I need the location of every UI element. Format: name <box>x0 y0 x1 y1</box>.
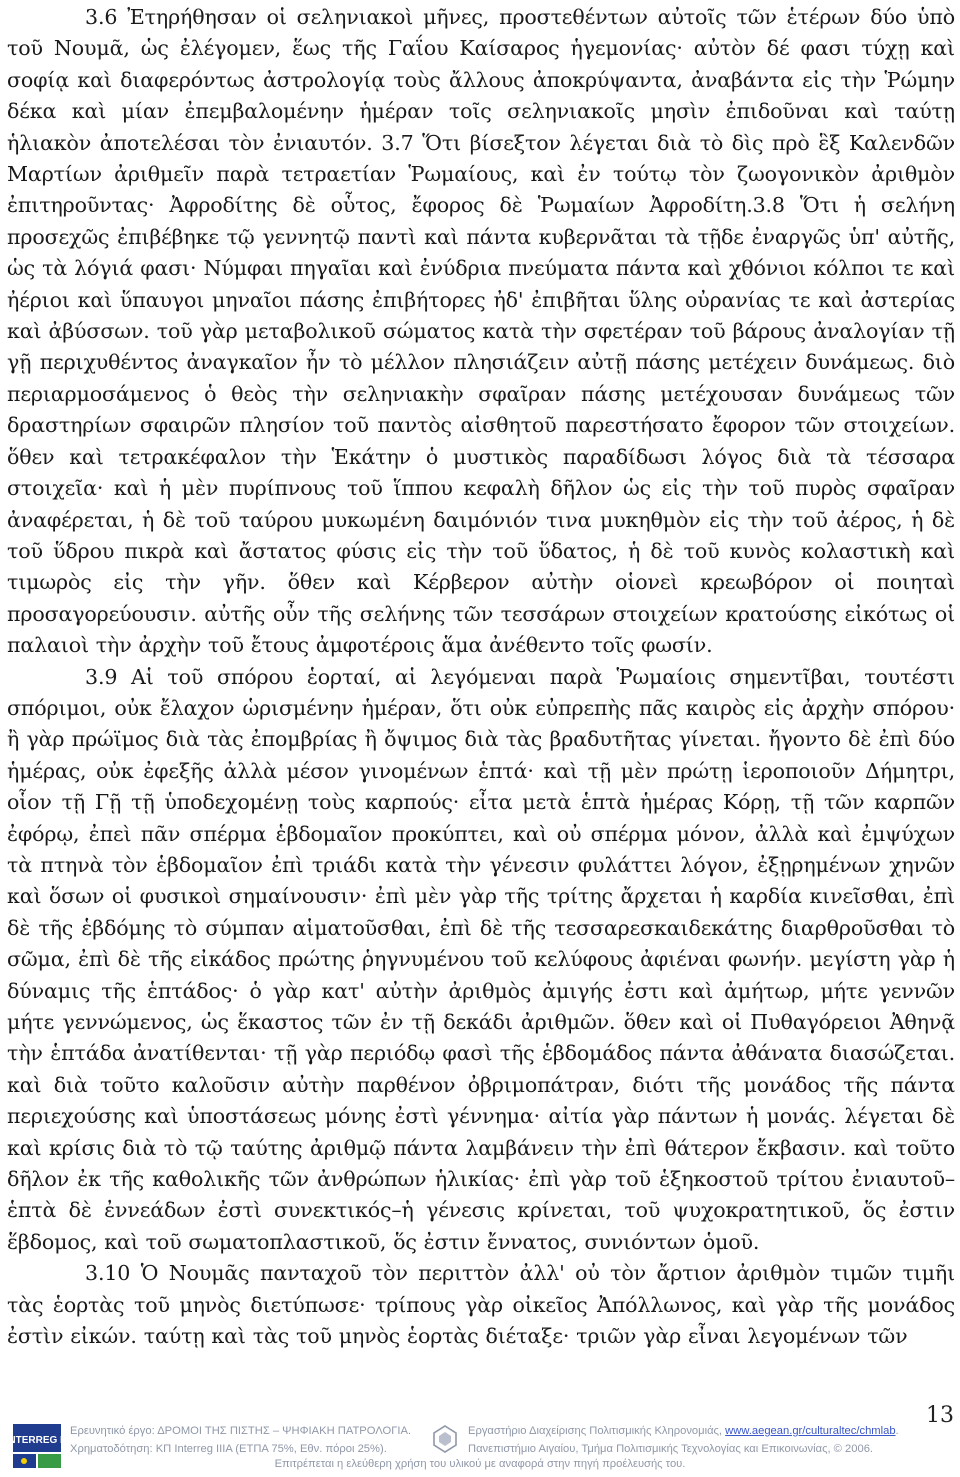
paragraph-3-6-to-3-8: 3.6 Ἐτηρήθησαν οἱ σεληνιακοὶ μῆνες, προστεθέντων αὐτοῖς τῶν ἑτέρων δύο ὑπὸ τοῦ Νουμᾶ, ὡς ἐλέγομεν, ἕως τῆς Γαΐου Καίσαρος ἡγεμονίας· αὐτὸν δέ φασι τύχῃ καὶ σοφίᾳ καὶ διαφερόντως ἀστρολογίᾳ τοὺς ἄλλους ἀποκρύψαντα, ἀναβάντα εἰς τὴν Ῥώμην δέκα καὶ μίαν ἐπεμβαλομένην ἡμέραν τοῖς σεληνιακοῖς μησὶν ἐπιδοῦναι καὶ ταύτῃ ἡλιακὸν ἀποτελέσαι τὸν ἐνιαυτόν. 3.7 Ὅτι βίσεξτον λέγεται διὰ τὸ δὶς πρὸ ἓξ Καλενδῶν Μαρτίων ἀριθμεῖν παρὰ τετραετίαν Ῥωμαίους, καὶ ἐν τούτῳ τὸν ζωογονικὸν ἀριθμὸν ἐπιτηροῦντας· Ἀφροδίτης δὲ οὗτος, ἔφορος δὲ Ῥωμαίων Ἀφροδίτη.3.8 Ὅτι ἡ σελήνη προσεχῶς ἐπιβέβηκε τῷ γεννητῷ παντὶ καὶ πάντα κυβερνᾶται τὰ τῇδε ἐναργῶς ὑπ' αὐτῆς, ὡς τὰ λόγιά φασι· Νύμφαι πηγαῖαι καὶ ἐνύδρια πνεύματα πάντα καὶ χθόνιοι κόλποι τε καὶ ἠέριοι καὶ ὕπαυγοι μηναῖοι πάσης ἐπιβήτορες ἠδ' ἐπιβῆται ὕλης οὐρανίας τε καὶ ἀστερίας καὶ ἀβύσσων. τοῦ γὰρ μεταβολικοῦ σώματος κατὰ τὴν σφετέραν τοῦ βάρους ἀναλογίαν τῇ γῇ περιχυθέντος ἀναγκαῖον ἦν τὸ μέλλον πλησιάζειν αὐτῇ πάσης μετέχειν δυνάμεως. διὸ περιαρμοσάμενος ὁ θεὸς τὴν σεληνιακὴν σφαῖραν πάσης μετέχουσαν δυνάμεως τῶν δραστηρίων σφαιρῶν πλησίον τοῦ παντὸς αἰσθητοῦ παρεστήσατο ἔφορον τῶν στοιχείων. ὅθεν καὶ τετρακέφαλον τὴν Ἑκάτην ὁ μυστικὸς παραδίδωσι λόγος διὰ τὰ τέσσαρα στοιχεῖα· καὶ ἡ μὲν πυρίπνους τοῦ ἵππου κεφαλὴ δῆλον ὡς εἰς τὴν τοῦ πυρὸς σφαῖραν ἀναφέρεται, ἡ δὲ τοῦ ταύρου μυκωμένη δαιμόνιόν τινα μυκηθμὸν εἰς τὴν τοῦ ἀέρος, ἡ δὲ τοῦ ὕδρου πικρὰ καὶ ἄστατος φύσις εἰς τὴν τοῦ ὕδατος, ἡ δὲ τοῦ κυνὸς κολαστικὴ καὶ τιμωρὸς εἰς τὴν γῆν. ὅθεν καὶ Κέρβερον αὐτὴν οἱονεὶ κρεωβόρον οἱ ποιηταὶ προσαγορεύουσιν. αὐτῆς οὖν τῆς σελήνης τῶν τεσσάρων στοιχείων κρατούσης εἰκότως οἱ παλαιοὶ τὴν ἀρχὴν τοῦ ἔτους ἀμφοτέροις ἅμα ἀνέθεντο τοῖς φωσίν. <box>7 5 955 658</box>
paragraph-3-10: 3.10 Ὁ Νουμᾶς πανταχοῦ τὸν περιττὸν ἀλλ' οὐ τὸν ἄρτιον ἀριθμὸν τιμῶν τιμῆι τὰς ἑορτὰς τοῦ μηνὸς διετύπωσε· τρίπους γὰρ οἰκεῖος Ἀπόλλωνος, καὶ γὰρ τῆς μονάδος ἐστὶν εἰκών. ταύτῃ καὶ τὰς τοῦ μηνὸς ἑορτὰς διέταξε· τριῶν γὰρ εἶναι λεγομένων τῶν <box>7 1261 955 1349</box>
document-body <box>7 2 955 1352</box>
interreg-logo-text: INTERREG III <box>5 1435 69 1446</box>
footer-lab-period: . <box>895 1425 899 1437</box>
footer-project-line: Ερευνητικό έργο: ΔΡΟΜΟΙ ΤΗΣ ΠΙΣΤΗΣ – ΨΗΦΙΑΚΗ ΠΑΤΡΟΛΟΓΙΑ. <box>70 1425 412 1437</box>
footer-lab-line <box>468 1422 899 1440</box>
footer-lab-info <box>468 1422 899 1458</box>
footer-lab-name: Εργαστήριο Διαχείρισης Πολιτισμικής Κληρονομιάς, <box>468 1425 726 1437</box>
footer-lab-link[interactable]: www.aegean.gr/culturaltec/chmlab <box>725 1425 896 1437</box>
footer-university-line: Πανεπιστήμιο Αιγαίου, Τμήμα Πολιτισμικής Τεχνολογίας και Επικοινωνίας, © 2006. <box>468 1443 874 1455</box>
lab-logo-icon <box>432 1424 458 1454</box>
page-footer <box>0 1418 960 1477</box>
footer-funding-info <box>70 1422 411 1458</box>
footer-funding-line: Χρηματοδότηση: ΚΠ Interreg IIIA (ΕΤΠΑ 75%, Εθν. πόροι 25%). <box>70 1443 387 1455</box>
paragraph-3-9: 3.9 Αἱ τοῦ σπόρου ἑορταί, αἱ λεγόμεναι παρὰ Ῥωμαίοις σημεντῖβαι, τουτέστι σπόριμοι, οὐκ ἔλαχον ὡρισμένην ἡμέραν, ὅτι οὐκ εὐπρεπὴς πᾶς καιρὸς εἰς ἀρχὴν σπόρου· ἢ γὰρ πρώϊμος διὰ τὰς ἐπομβρίας ἢ ὄψιμος διὰ τὰς βραδυτῆτας γίνεται. ἤγοντο δὲ ἐπὶ δύο ἡμέρας, οὐκ ἐφεξῆς ἀλλὰ μέσον γινομένων ἑπτά· καὶ τῇ μὲν πρώτῃ ἱεροποιοῦν Δήμητρι, οἷον τῇ Γῇ τῇ ὑποδεχομένῃ τοὺς καρπούς· εἶτα μετὰ ἑπτὰ ἡμέρας Κόρῃ, τῇ τῶν καρπῶν ἐφόρῳ, ἐπεὶ πᾶν σπέρμα ἑβδομαῖον προκύπτει, καὶ οὐ σπέρμα μόνον, ἀλλὰ καὶ ἐμψύχων τὰ πτηνὰ τὸν ἑβδομαῖον ἐπὶ τριάδι κατὰ τὴν γένεσιν φυλάττει λόγον, ἐξῃρημένων χηνῶν καὶ ὅσων οἱ φυσικοὶ σημαίνουσιν· ἐπὶ μὲν γὰρ τῆς τρίτης ἄρχεται ἡ καρδία κινεῖσθαι, ἐπὶ δὲ τῆς ἑβδόμης τὸ σύμπαν αἱματοῦσθαι, ἐπὶ δὲ τῆς τεσσαρεσκαιδεκάτης διαρθροῦσθαι τὸ σῶμα, ἐπὶ δὲ τῆς εἰκάδος πρώτης ῥηγνυμένου τοῦ κελύφους ἀφιέναι φωνήν. μεγίστη γὰρ ἡ δύναμις τῆς ἑπτάδος· ὁ γὰρ κατ' αὐτὴν ἀριθμὸς ἀμιγής ἐστι καὶ ἀμήτωρ, μήτε γεννῶν μήτε γεννώμενος, ὡς ἕκαστος τῶν ἐν τῇ δεκάδι ἀριθμῶν. ὅθεν καὶ οἱ Πυθαγόρειοι Ἀθηνᾷ τὴν ἑπτάδα ἀνατίθενται· τῇ γὰρ περιόδῳ φασὶ τῆς ἑβδομάδος πάντα ἀθάνατα διασώζεται. καὶ διὰ τοῦτο καλοῦσιν αὐτὴν παρθένον ὀβριμοπάτραν, διότι τῆς μονάδος τῆς πάντα περιεχούσης καὶ ὑποστάσεως μόνης ἐστὶ γέννημα· αἰτία γὰρ πάντων ἡ μονάς. λέγεται δὲ καὶ κρίσις διὰ τὸ τῷ ταύτης ἀριθμῷ πάντα λαμβάνειν τὴν ἐπὶ θάτερον ἔκβασιν. καὶ τοῦτο δῆλον ἐκ τῆς καθολικῆς τῶν ἀνθρώπων ἡλικίας· ἐπὶ γὰρ τοῦ ἑξηκοστοῦ τρίτου ἐνιαυτοῦ–ἑπτὰ δὲ ἐννεάδων ἐστὶ συνεκτικός–ἡ γένεσις κρίνεται, τοῦ ψυχοκρατητικοῦ, ὅς ἐστιν ἕβδομος, καὶ τοῦ σωματοπλαστικοῦ, ὅς ἐστιν ἔννατος, συνιόντων ὁμοῦ. <box>7 664 955 1254</box>
page-number: 13 <box>926 1403 954 1428</box>
footer-license-notice: Επιτρέπεται η ελεύθερη χρήση του υλικού με αναφορά στην πηγή προέλευσής του. <box>274 1458 686 1470</box>
